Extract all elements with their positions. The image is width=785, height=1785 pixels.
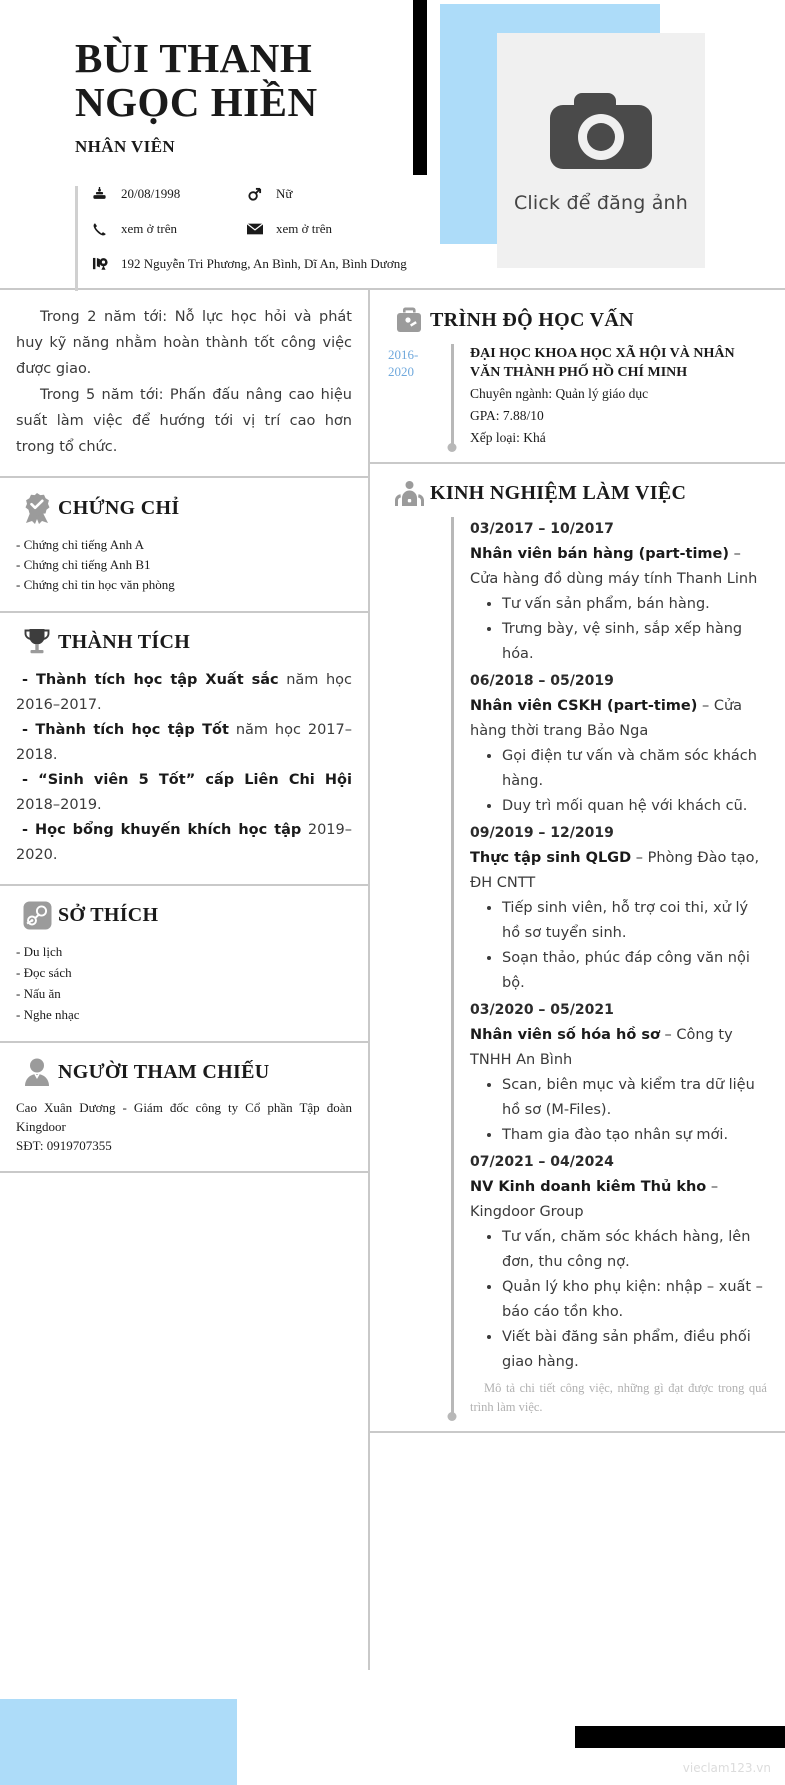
job-company: – Cửa hàng thời trang Bảo Nga: [470, 698, 743, 739]
reference-name-role: Cao Xuân Dương - Giám đốc công ty Cổ phần Tập đoàn Kingdoor: [16, 1100, 352, 1134]
footer-blue-accent-block: [0, 1699, 237, 1785]
experience-item: [470, 998, 767, 1148]
name-line-1: BÙI THANH: [75, 35, 313, 81]
gender-icon: [247, 187, 269, 202]
contact-email[interactable]: [247, 221, 402, 237]
education-school: ĐẠI HỌC KHOA HỌC XÃ HỘI VÀ NHÂN VĂN THÀNH PHỐ HỒ CHÍ MINH: [470, 346, 735, 380]
experience-hint-text: Mô tả chi tiết công việc, những gì đạt được trong quá trình làm việc.: [470, 1381, 767, 1414]
job-role-bold: Nhân viên CSKH (part-time): [470, 698, 698, 714]
section-education: [370, 290, 785, 464]
education-gpa: GPA: 7.88/10: [470, 408, 544, 423]
experience-item: [470, 821, 767, 996]
section-reference: [0, 1043, 368, 1173]
job-company: – Phòng Đào tạo, ĐH CNTT: [470, 850, 760, 891]
education-dates: 2016-2020: [388, 347, 419, 379]
right-column: [370, 290, 785, 1670]
achievement-rest: 2018–2019.: [16, 797, 102, 813]
list-item: • Tư vấn sản phẩm, bán hàng.: [502, 592, 767, 617]
list-item: • Duy trì mối quan hệ với khách cũ.: [502, 794, 767, 819]
achievement-bold: - Học bổng khuyến khích học tập: [22, 822, 302, 838]
section-achievements: [0, 613, 368, 886]
header-black-accent-bar: [413, 0, 427, 175]
job-dates: 06/2018 – 05/2019: [470, 673, 614, 689]
hobby-icon: [16, 900, 58, 931]
timeline-line: [451, 517, 454, 1417]
achievements-title: THÀNH TÍCH: [58, 631, 191, 653]
job-company: – Kingdoor Group: [470, 1179, 719, 1220]
certificates-title: CHỨNG CHỈ: [58, 497, 180, 519]
job-role-bold: Thực tập sinh QLGD: [470, 850, 632, 866]
objective-paragraph-1: Trong 2 năm tới: Nỗ lực học hỏi và phát huy kỹ năng nhằm hoàn thành tốt công việc được giao.: [16, 309, 352, 377]
list-item: • Trưng bày, vệ sinh, sắp xếp hàng hóa.: [502, 617, 767, 667]
job-company: – Cửa hàng đồ dùng máy tính Thanh Linh: [470, 546, 758, 587]
timeline-rail: [444, 344, 460, 448]
name-line-2: NGỌC HIỀN: [75, 79, 318, 125]
hobbies-list: [16, 941, 352, 1025]
job-dates: 03/2020 – 05/2021: [470, 1002, 614, 1018]
trophy-icon: [16, 627, 58, 658]
list-item: • Tiếp sinh viên, hỗ trợ coi thi, xử lý hồ sơ tuyển sinh.: [502, 896, 767, 946]
list-item: - Nghe nhạc: [16, 1007, 80, 1022]
map-pin-icon: [92, 257, 114, 272]
left-column: [0, 290, 370, 1670]
reference-title: NGƯỜI THAM CHIẾU: [58, 1061, 270, 1083]
job-bullets: [490, 744, 767, 819]
footer-black-accent-bar: [575, 1726, 785, 1748]
phone-icon: [92, 222, 114, 237]
cv-footer: [0, 1670, 785, 1785]
experience-title: KINH NGHIỆM LÀM VIỆC: [430, 482, 687, 504]
job-bullets: [490, 1073, 767, 1148]
objective-paragraph-2: Trong 5 năm tới: Phấn đấu nâng cao hiệu suất làm việc để hướng tới vị trí cao hơn trong tổ chức.: [16, 387, 352, 455]
job-dates: 09/2019 – 12/2019: [470, 825, 614, 841]
camera-icon: [546, 87, 656, 178]
candidate-name-block: [75, 36, 318, 157]
hobbies-header: [16, 900, 352, 931]
experience-header: [388, 480, 767, 507]
education-major: Chuyên ngành: Quản lý giáo dục: [470, 386, 649, 401]
reference-phone: SĐT: 0919707355: [16, 1138, 112, 1153]
certificates-header: [16, 492, 352, 525]
achievement-rest: năm học 2017–2018.: [16, 722, 352, 763]
contact-phone[interactable]: [92, 221, 247, 237]
job-bullets: [490, 1225, 767, 1375]
education-entry: [460, 344, 767, 448]
cv-header: [0, 0, 785, 290]
timeline-dot: [448, 443, 457, 452]
job-role: [470, 1175, 767, 1225]
experience-timeline-spacer: [388, 517, 444, 1417]
workers-icon: [388, 480, 430, 507]
contact-row: [92, 256, 420, 272]
list-item: [16, 768, 352, 818]
job-bullets: [490, 896, 767, 996]
list-item: • Quản lý kho phụ kiện: nhập – xuất – báo cáo tồn kho.: [502, 1275, 767, 1325]
list-item: - Chứng chỉ tiếng Anh B1: [16, 557, 151, 572]
list-item: [16, 718, 352, 768]
achievement-bold: - “Sinh viên 5 Tốt” cấp Liên Chi Hội: [22, 772, 352, 788]
hobbies-title: SỞ THÍCH: [58, 904, 159, 926]
achievement-rest: 2019–2020.: [16, 822, 352, 863]
section-objective: [0, 290, 368, 478]
birthday-value: 20/08/1998: [121, 186, 181, 201]
email-value: xem ở trên: [276, 221, 332, 236]
education-rank: Xếp loại: Khá: [470, 430, 546, 445]
job-bullets: [490, 592, 767, 667]
gender-value: Nữ: [276, 186, 293, 201]
job-role-bold: Nhân viên số hóa hồ sơ: [470, 1027, 660, 1043]
job-dates: 07/2021 – 04/2024: [470, 1154, 614, 1170]
watermark: vieclam123.vn: [682, 1761, 771, 1775]
list-item: • Soạn thảo, phúc đáp công văn nội bộ.: [502, 946, 767, 996]
contact-row: [92, 186, 420, 202]
job-title: NHÂN VIÊN: [75, 137, 176, 156]
certificates-list: [16, 535, 352, 595]
experience-timeline: [388, 517, 767, 1417]
phone-value: xem ở trên: [121, 221, 177, 236]
contact-address[interactable]: [92, 256, 420, 272]
reference-header: [16, 1057, 352, 1088]
experience-item: [470, 1150, 767, 1375]
education-header: [388, 306, 767, 334]
briefcase-icon: [388, 306, 430, 334]
photo-upload-box[interactable]: [497, 33, 705, 268]
job-company: – Công ty TNHH An Bình: [470, 1027, 733, 1068]
job-role: [470, 542, 767, 592]
experience-item: [470, 517, 767, 667]
photo-upload-label: Click để đăng ảnh: [513, 192, 689, 214]
envelope-icon: [247, 223, 269, 235]
section-hobbies: [0, 886, 368, 1043]
person-icon: [16, 1057, 58, 1088]
list-item: - Chứng chỉ tiếng Anh A: [16, 537, 145, 552]
list-item: - Chứng chỉ tin học văn phòng: [16, 577, 175, 592]
achievements-header: [16, 627, 352, 658]
address-value: 192 Nguyễn Tri Phương, An Bình, Dĩ An, Bình Dương: [121, 256, 407, 271]
timeline-line: [451, 344, 454, 448]
job-role: [470, 1023, 767, 1073]
experience-entries: [460, 517, 767, 1417]
cake-icon: [92, 187, 114, 202]
contact-gender[interactable]: [247, 186, 402, 202]
list-item: - Nấu ăn: [16, 986, 61, 1001]
list-item: - Đọc sách: [16, 965, 72, 980]
experience-item: [470, 669, 767, 819]
list-item: - Du lịch: [16, 944, 63, 959]
timeline-rail: [444, 517, 460, 1417]
job-role-bold: Nhân viên bán hàng (part-time): [470, 546, 729, 562]
timeline-dot: [448, 1412, 457, 1421]
list-item: [16, 668, 352, 718]
education-title: TRÌNH ĐỘ HỌC VẤN: [430, 308, 634, 331]
achievement-rest: năm học 2016–2017.: [16, 672, 352, 713]
contact-birthday[interactable]: [92, 186, 247, 202]
section-experience: [370, 464, 785, 1433]
list-item: • Viết bài đăng sản phẩm, điều phối giao hàng.: [502, 1325, 767, 1375]
job-role: [470, 694, 767, 744]
cv-body: [0, 290, 785, 1670]
achievement-bold: - Thành tích học tập Tốt: [22, 722, 229, 738]
education-timeline: [388, 344, 767, 448]
achievements-list: [16, 668, 352, 868]
section-certificates: [0, 478, 368, 613]
contact-info: [75, 186, 420, 291]
job-role-bold: NV Kinh doanh kiêm Thủ kho: [470, 1179, 707, 1195]
list-item: • Tham gia đào tạo nhân sự mới.: [502, 1123, 767, 1148]
achievement-bold: - Thành tích học tập Xuất sắc: [22, 672, 279, 688]
job-role: [470, 846, 767, 896]
list-item: • Scan, biên mục và kiểm tra dữ liệu hồ sơ (M-Files).: [502, 1073, 767, 1123]
list-item: • Gọi điện tư vấn và chăm sóc khách hàng.: [502, 744, 767, 794]
job-dates: 03/2017 – 10/2017: [470, 521, 614, 537]
contact-row: [92, 221, 420, 237]
award-badge-icon: [16, 492, 58, 525]
list-item: [16, 818, 352, 868]
list-item: • Tư vấn, chăm sóc khách hàng, lên đơn, thu công nợ.: [502, 1225, 767, 1275]
